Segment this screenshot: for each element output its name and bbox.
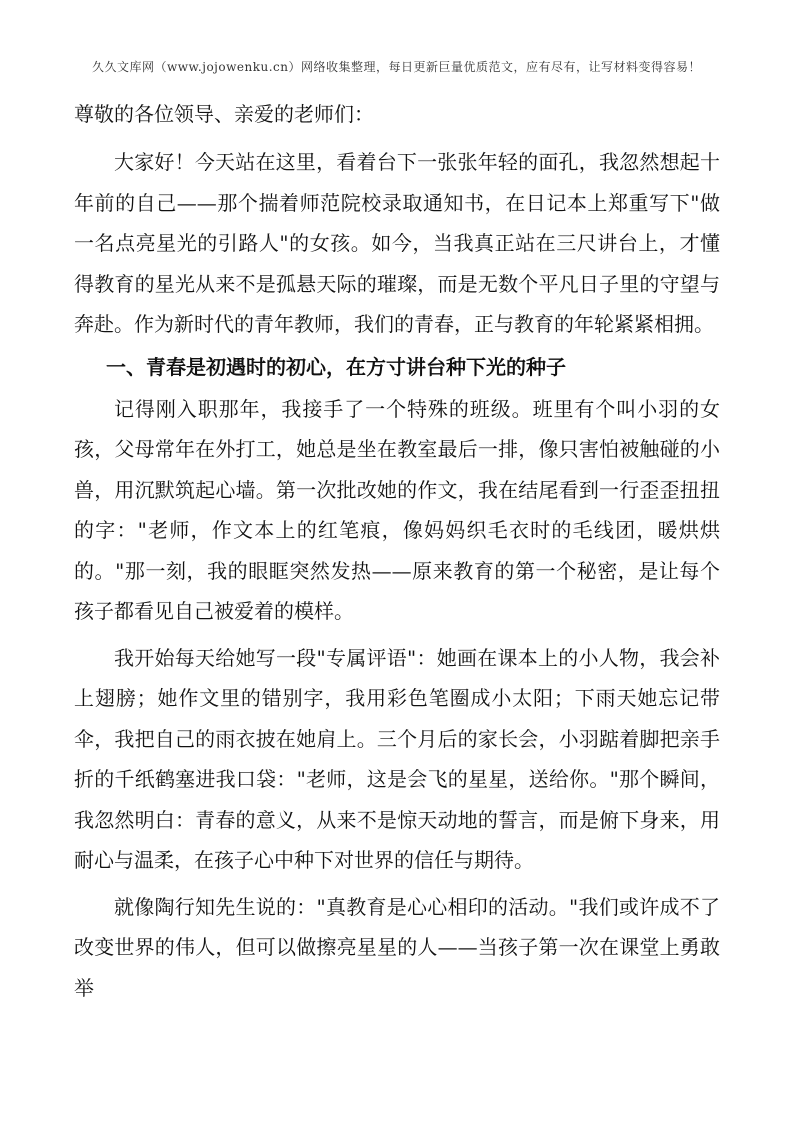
paragraph-quote: 就像陶行知先生说的："真教育是心心相印的活动。"我们或许成不了改变世界的伟人，但可以做擦亮星星的人——当孩子第一次在课堂上勇敢举 — [74, 894, 720, 1000]
paragraph-story: 记得刚入职那年，我接手了一个特殊的班级。班里有个叫小羽的女孩，父母常年在外打工，她总是坐在教室最后一排，像只害怕被触碰的小兽，用沉默筑起心墙。第一次批改她的作文，我在结尾看到一行歪歪扭扭的字："老师，作文本上的红笔痕，像妈妈织毛衣时的毛线团，暖烘烘的。"那一刻，我的眼眶突然发热——原来教育的第一个秘密，是让每个孩子都看见自己被爱着的模样。 — [74, 396, 720, 623]
paragraph-intro: 大家好！今天站在这里，看着台下一张张年轻的面孔，我忽然想起十年前的自己——那个揣着师范院校录取通知书，在日记本上郑重写下"做一名点亮星光的引路人"的女孩。如今，当我真正站在三尺讲台上，才懂得教育的星光从来不是孤悬天际的璀璨，而是无数个平凡日子里的守望与奔赴。作为新时代的青年教师，我们的青春，正与教育的年轮紧紧相拥。 — [74, 150, 720, 336]
greeting-line: 尊敬的各位领导、亲爱的老师们： — [74, 102, 374, 126]
paragraph-comments: 我开始每天给她写一段"专属评语"：她画在课本上的小人物，我会补上翅膀；她作文里的错别字，我用彩色笔圈成小太阳；下雨天她忘记带伞，我把自己的雨衣披在她肩上。三个月后的家长会，小羽踮着脚把亲手折的千纸鹤塞进我口袋："老师，这是会飞的星星，送给你。"那个瞬间，我忽然明白：青春的意义，从来不是惊天动地的誓言，而是俯下身来，用耐心与温柔，在孩子心中种下对世界的信任与期待。 — [74, 645, 720, 872]
page-header-watermark: 久久文库网（www.jojowenku.cn）网络收集整理，每日更新巨量优质范文，应有尽有，让写材料变得容易！ — [92, 60, 701, 74]
section-heading-1: 一、青春是初遇时的初心，在方寸讲台种下光的种子 — [106, 354, 566, 379]
document-body — [74, 92, 720, 1008]
